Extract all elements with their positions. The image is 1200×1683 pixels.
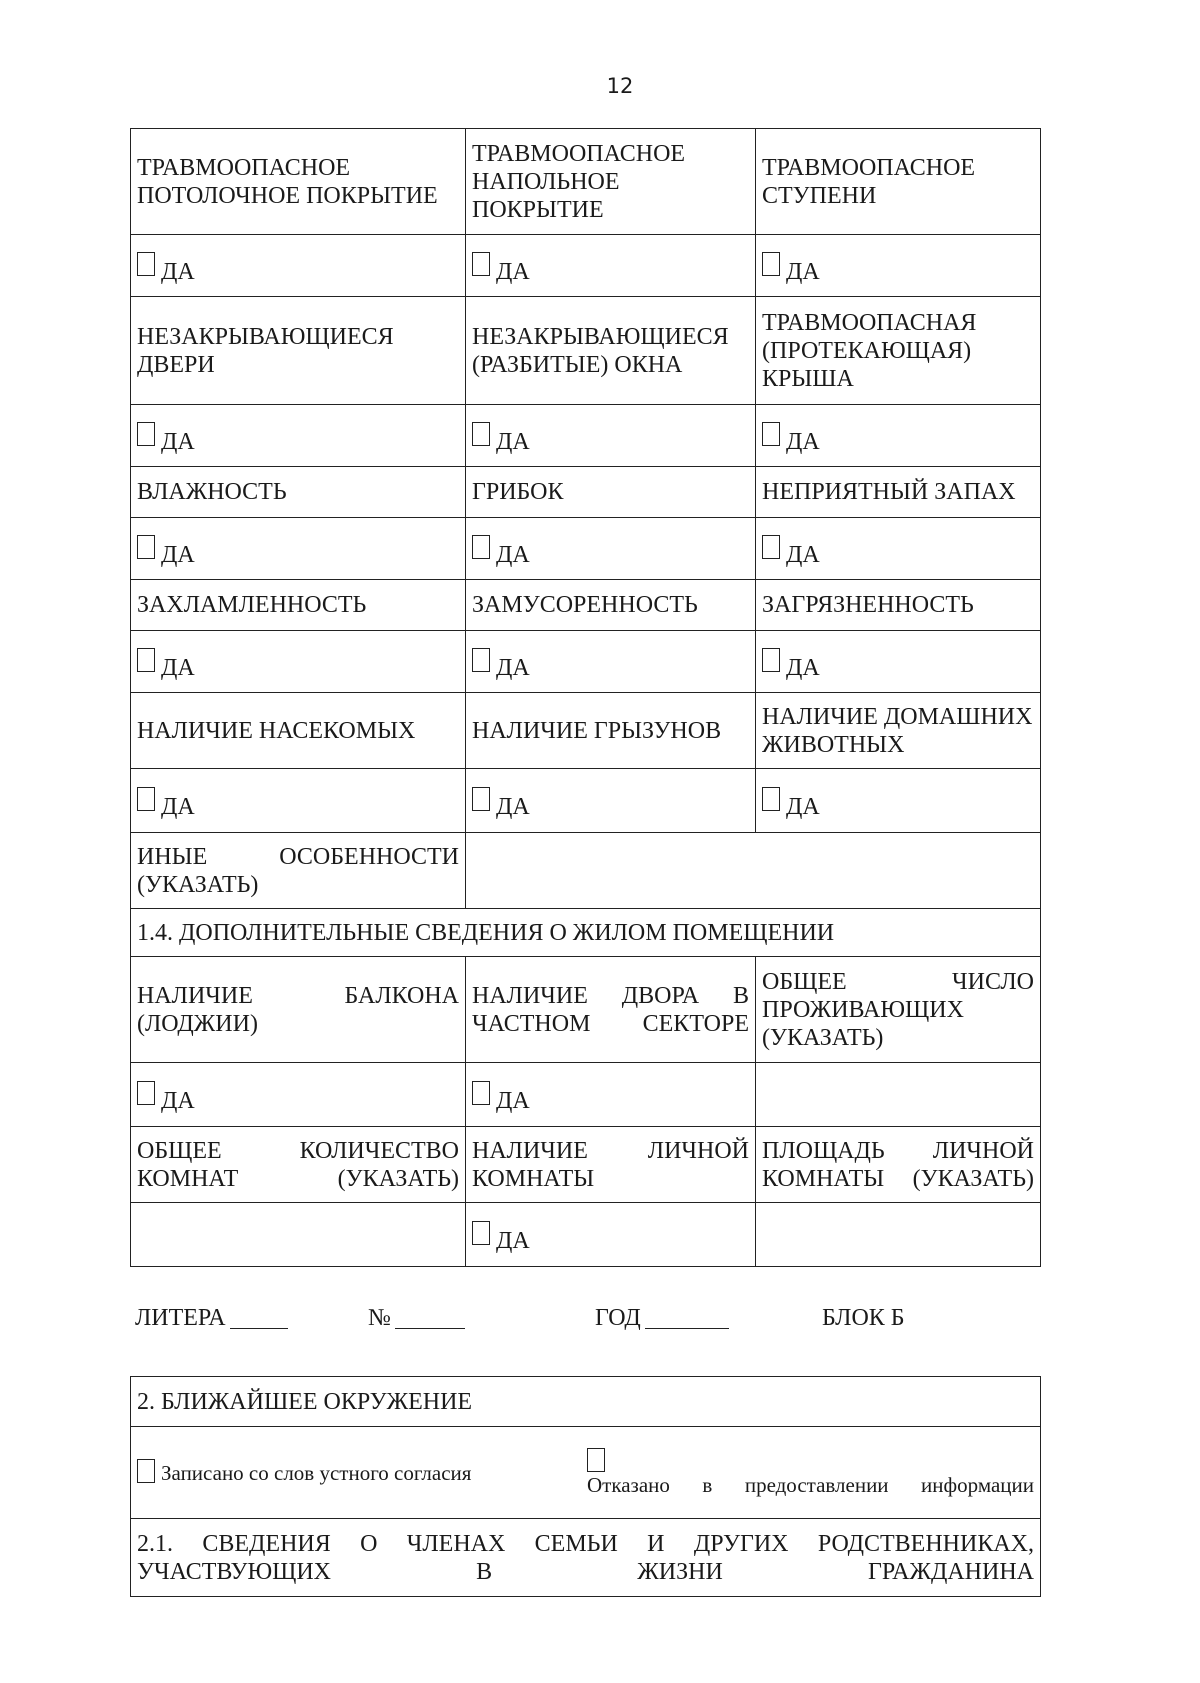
checkbox-cell xyxy=(131,518,466,580)
checkbox[interactable] xyxy=(137,252,155,276)
label-cell: ГРИБОК xyxy=(466,467,756,518)
checkbox-cell xyxy=(131,1063,466,1127)
checkbox[interactable] xyxy=(762,252,780,276)
residents-count-label: ОБЩЕЕ ЧИСЛО ПРОЖИВАЮЩИХ (УКАЗАТЬ) xyxy=(756,957,1041,1063)
table-row xyxy=(131,1377,1041,1427)
checkbox[interactable] xyxy=(472,787,490,811)
label-cell: НЕПРИЯТНЫЙ ЗАПАХ xyxy=(756,467,1041,518)
label-cell: ЗАГРЯЗНЕННОСТЬ xyxy=(756,580,1041,631)
number-label: № xyxy=(368,1305,391,1331)
table-row xyxy=(131,909,1041,957)
table-row xyxy=(131,467,1041,518)
rooms-count-label: ОБЩЕЕ КОЛИЧЕСТВО КОМНАТ (УКАЗАТЬ) xyxy=(131,1127,466,1203)
checkbox[interactable] xyxy=(137,648,155,672)
label-cell: ЗАХЛАМЛЕННОСТЬ xyxy=(131,580,466,631)
year-blank[interactable] xyxy=(645,1306,729,1329)
other-features-label: ИНЫЕ ОСОБЕННОСТИ (УКАЗАТЬ) xyxy=(131,833,466,909)
checkbox-row xyxy=(131,1063,1041,1127)
checkbox-cell xyxy=(756,235,1041,297)
checkbox-label: ДА xyxy=(786,258,820,285)
checkbox-cell xyxy=(466,405,756,467)
checkbox-label: ДА xyxy=(786,654,820,681)
checkbox-cell xyxy=(466,235,756,297)
checkbox-cell xyxy=(466,1203,756,1267)
personal-room-area-label: ПЛОЩАДЬ ЛИЧНОЙ КОМНАТЫ (УКАЗАТЬ) xyxy=(756,1127,1041,1203)
label-cell: ТРАВМООПАСНОЕ СТУПЕНИ xyxy=(756,129,1041,235)
checkbox-row xyxy=(131,518,1041,580)
checkbox-label: ДА xyxy=(496,654,530,681)
label-cell: ТРАВМООПАСНОЕ НАПОЛЬНОЕ ПОКРЫТИЕ xyxy=(466,129,756,235)
checkbox-row xyxy=(131,235,1041,297)
table-row xyxy=(131,129,1041,235)
checkbox-cell xyxy=(466,518,756,580)
checkbox[interactable] xyxy=(472,422,490,446)
checkbox[interactable] xyxy=(762,648,780,672)
checkbox[interactable] xyxy=(762,787,780,811)
checkbox-label: ДА xyxy=(496,541,530,568)
checkbox-label: ДА xyxy=(161,258,195,285)
checkbox[interactable] xyxy=(472,1081,490,1105)
table-row xyxy=(131,833,1041,909)
checkbox[interactable] xyxy=(472,252,490,276)
checkbox[interactable] xyxy=(137,1081,155,1105)
checkbox-label: ДА xyxy=(786,541,820,568)
checkbox[interactable] xyxy=(137,422,155,446)
checkbox-label: ДА xyxy=(161,428,195,455)
personal-room-label: НАЛИЧИЕ ЛИЧНОЙ КОМНАТЫ xyxy=(466,1127,756,1203)
checkbox-label: ДА xyxy=(786,428,820,455)
checkbox[interactable] xyxy=(472,535,490,559)
year-label: ГОД xyxy=(595,1305,641,1331)
checkbox-label: ДА xyxy=(496,1087,530,1114)
block-label: БЛОК Б xyxy=(822,1305,905,1331)
checkbox-cell xyxy=(131,631,466,693)
checkbox-cell xyxy=(756,769,1041,833)
checkbox-label: ДА xyxy=(161,1087,195,1114)
other-features-field[interactable] xyxy=(466,833,1041,909)
label-cell: ВЛАЖНОСТЬ xyxy=(131,467,466,518)
checkbox-cell xyxy=(756,518,1041,580)
consent-cell xyxy=(131,1427,1041,1519)
checkbox-cell xyxy=(131,235,466,297)
section-1-4-title: 1.4. ДОПОЛНИТЕЛЬНЫЕ СВЕДЕНИЯ О ЖИЛОМ ПОМЕЩЕНИИ xyxy=(131,909,1041,957)
consent-refused-option[interactable] xyxy=(587,1448,1034,1498)
section-2-title: 2. БЛИЖАЙШЕЕ ОКРУЖЕНИЕ xyxy=(131,1377,1041,1427)
label-cell: ТРАВМООПАСНОЕ ПОТОЛОЧНОЕ ПОКРЫТИЕ xyxy=(131,129,466,235)
checkbox-label: ДА xyxy=(496,258,530,285)
checkbox[interactable] xyxy=(472,1221,490,1245)
checkbox-label: ДА xyxy=(161,793,195,820)
table-row xyxy=(131,297,1041,405)
balcony-label: НАЛИЧИЕ БАЛКОНА (ЛОДЖИИ) xyxy=(131,957,466,1063)
checkbox[interactable] xyxy=(472,648,490,672)
number-blank[interactable] xyxy=(395,1306,465,1329)
label-cell: НАЛИЧИЕ ДОМАШНИХ ЖИВОТНЫХ xyxy=(756,693,1041,769)
checkbox-label: ДА xyxy=(786,793,820,820)
number-field xyxy=(368,1305,465,1332)
private-yard-label: НАЛИЧИЕ ДВОРА В ЧАСТНОМ СЕКТОРЕ xyxy=(466,957,756,1063)
checkbox-label: ДА xyxy=(161,541,195,568)
checkbox[interactable] xyxy=(762,422,780,446)
litera-blank[interactable] xyxy=(230,1306,288,1329)
checkbox-row xyxy=(131,769,1041,833)
label-cell: НАЛИЧИЕ ГРЫЗУНОВ xyxy=(466,693,756,769)
close-environment-table xyxy=(130,1376,1041,1597)
label-cell: ТРАВМООПАСНАЯ (ПРОТЕКАЮЩАЯ) КРЫША xyxy=(756,297,1041,405)
checkbox[interactable] xyxy=(137,787,155,811)
table-row xyxy=(131,580,1041,631)
table-row xyxy=(131,1427,1041,1519)
table-row xyxy=(131,1519,1041,1597)
label-cell: НЕЗАКРЫВАЮЩИЕСЯ ДВЕРИ xyxy=(131,297,466,405)
consent-recorded-option[interactable] xyxy=(137,1459,587,1487)
residents-count-field[interactable] xyxy=(756,1063,1041,1127)
label-cell: НАЛИЧИЕ НАСЕКОМЫХ xyxy=(131,693,466,769)
checkbox-cell xyxy=(131,769,466,833)
section-2-1-title: 2.1. СВЕДЕНИЯ О ЧЛЕНАХ СЕМЬИ И ДРУГИХ РОДСТВЕННИКАХ, УЧАСТВУЮЩИХ В ЖИЗНИ ГРАЖДАНИНА xyxy=(131,1519,1041,1597)
table-row xyxy=(131,957,1041,1063)
checkbox[interactable] xyxy=(762,535,780,559)
checkbox[interactable] xyxy=(137,535,155,559)
consent-recorded-label: Записано со слов устного согласия xyxy=(161,1460,472,1485)
checkbox-cell xyxy=(466,631,756,693)
consent-refused-label: Отказано в предоставлении информации xyxy=(587,1472,1034,1497)
checkbox-label: ДА xyxy=(496,428,530,455)
label-cell: НЕЗАКРЫВАЮЩИЕСЯ (РАЗБИТЫЕ) ОКНА xyxy=(466,297,756,405)
checkbox-cell xyxy=(466,769,756,833)
checkbox-label: ДА xyxy=(161,654,195,681)
rooms-count-field[interactable] xyxy=(131,1203,466,1267)
label-cell: ЗАМУСОРЕННОСТЬ xyxy=(466,580,756,631)
checkbox[interactable] xyxy=(587,1448,605,1472)
checkbox[interactable] xyxy=(137,1459,155,1483)
table-row xyxy=(131,1127,1041,1203)
checkbox-cell xyxy=(131,405,466,467)
checkbox-label: ДА xyxy=(496,793,530,820)
checkbox-row xyxy=(131,1203,1041,1267)
checkbox-row xyxy=(131,631,1041,693)
checkbox-cell xyxy=(756,405,1041,467)
year-field xyxy=(595,1305,729,1332)
living-conditions-table xyxy=(130,128,1041,1267)
checkbox-row xyxy=(131,405,1041,467)
table-row xyxy=(131,693,1041,769)
personal-room-area-field[interactable] xyxy=(756,1203,1041,1267)
checkbox-label: ДА xyxy=(496,1227,530,1254)
page-number: 12 xyxy=(606,74,634,98)
checkbox-cell xyxy=(756,631,1041,693)
litera-label: ЛИТЕРА xyxy=(135,1305,226,1331)
litera-field xyxy=(135,1305,288,1332)
checkbox-cell xyxy=(466,1063,756,1127)
